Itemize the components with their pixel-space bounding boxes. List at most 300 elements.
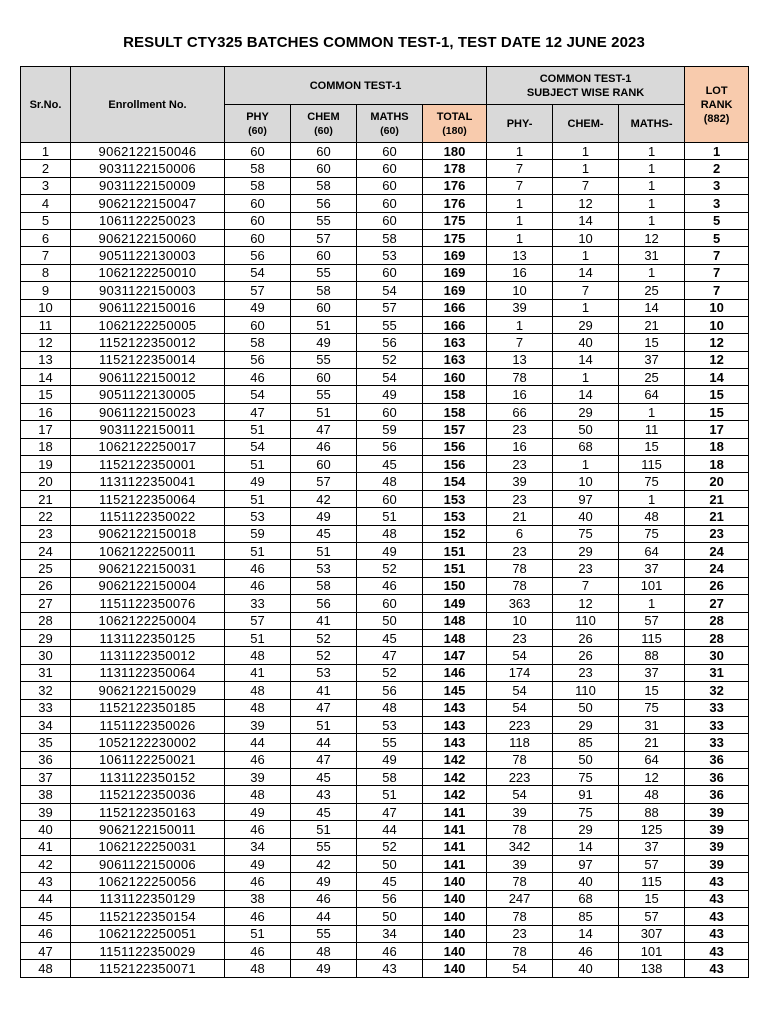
cell-enrollment: 9031122150011	[71, 421, 225, 438]
cell-total: 149	[423, 595, 487, 612]
cell-enrollment: 1152122350163	[71, 803, 225, 820]
cell-maths-rank: 115	[619, 456, 685, 473]
cell-maths-rank: 15	[619, 890, 685, 907]
cell-srno: 1	[21, 143, 71, 160]
cell-srno: 2	[21, 160, 71, 177]
cell-srno: 9	[21, 282, 71, 299]
cell-enrollment: 1061122250021	[71, 751, 225, 768]
cell-enrollment: 9051122130003	[71, 247, 225, 264]
cell-total: 142	[423, 769, 487, 786]
cell-phy-rank: 13	[487, 351, 553, 368]
cell-lot-rank: 24	[685, 542, 749, 559]
cell-srno: 3	[21, 177, 71, 194]
cell-phy: 33	[225, 595, 291, 612]
cell-chem: 57	[291, 473, 357, 490]
cell-phy-rank: 23	[487, 629, 553, 646]
cell-chem-rank: 110	[553, 682, 619, 699]
cell-chem: 56	[291, 195, 357, 212]
cell-phy-rank: 118	[487, 734, 553, 751]
cell-maths: 56	[357, 334, 423, 351]
cell-total: 160	[423, 369, 487, 386]
cell-chem: 49	[291, 960, 357, 977]
cell-chem: 55	[291, 212, 357, 229]
cell-srno: 22	[21, 508, 71, 525]
cell-srno: 4	[21, 195, 71, 212]
table-row	[21, 473, 749, 490]
cell-chem: 45	[291, 525, 357, 542]
cell-chem-rank: 26	[553, 629, 619, 646]
cell-chem-rank: 29	[553, 542, 619, 559]
cell-maths: 58	[357, 229, 423, 246]
cell-chem: 55	[291, 925, 357, 942]
cell-srno: 16	[21, 403, 71, 420]
cell-srno: 42	[21, 856, 71, 873]
cell-lot-rank: 43	[685, 942, 749, 959]
cell-maths-rank: 75	[619, 699, 685, 716]
cell-total: 176	[423, 177, 487, 194]
cell-total: 176	[423, 195, 487, 212]
cell-maths-rank: 12	[619, 769, 685, 786]
cell-maths-rank: 64	[619, 751, 685, 768]
cell-maths: 55	[357, 316, 423, 333]
cell-maths-rank: 138	[619, 960, 685, 977]
cell-phy: 51	[225, 456, 291, 473]
cell-maths-rank: 101	[619, 942, 685, 959]
table-row	[21, 456, 749, 473]
cell-srno: 6	[21, 229, 71, 246]
cell-phy-rank: 10	[487, 282, 553, 299]
cell-total: 169	[423, 282, 487, 299]
header-subject-rank-line2: SUBJECT WISE RANK	[526, 86, 645, 99]
cell-total: 150	[423, 577, 487, 594]
cell-chem: 43	[291, 786, 357, 803]
cell-lot-rank: 15	[685, 403, 749, 420]
cell-phy: 46	[225, 908, 291, 925]
cell-phy-rank: 23	[487, 542, 553, 559]
cell-maths: 52	[357, 351, 423, 368]
table-row	[21, 577, 749, 594]
cell-phy-rank: 1	[487, 212, 553, 229]
cell-lot-rank: 33	[685, 699, 749, 716]
cell-maths-rank: 25	[619, 282, 685, 299]
cell-maths-rank: 115	[619, 629, 685, 646]
header-maths-label: MATHS	[370, 110, 409, 123]
cell-enrollment: 1062122250004	[71, 612, 225, 629]
cell-total: 140	[423, 873, 487, 890]
cell-phy-rank: 39	[487, 856, 553, 873]
cell-maths: 60	[357, 264, 423, 281]
cell-maths: 49	[357, 386, 423, 403]
cell-chem: 58	[291, 177, 357, 194]
cell-phy: 54	[225, 386, 291, 403]
cell-maths: 59	[357, 421, 423, 438]
cell-chem: 47	[291, 421, 357, 438]
cell-srno: 37	[21, 769, 71, 786]
cell-enrollment: 1131122350152	[71, 769, 225, 786]
cell-srno: 34	[21, 716, 71, 733]
cell-phy-rank: 16	[487, 386, 553, 403]
cell-lot-rank: 12	[685, 334, 749, 351]
table-row	[21, 438, 749, 455]
cell-maths: 53	[357, 716, 423, 733]
cell-chem-rank: 29	[553, 403, 619, 420]
header-lot-rank	[685, 67, 749, 143]
cell-maths-rank: 48	[619, 508, 685, 525]
table-row	[21, 508, 749, 525]
cell-phy-rank: 78	[487, 369, 553, 386]
table-row	[21, 647, 749, 664]
cell-enrollment: 1152122350036	[71, 786, 225, 803]
cell-maths: 60	[357, 595, 423, 612]
cell-srno: 45	[21, 908, 71, 925]
cell-lot-rank: 18	[685, 438, 749, 455]
cell-chem-rank: 14	[553, 264, 619, 281]
cell-lot-rank: 14	[685, 369, 749, 386]
cell-maths: 49	[357, 751, 423, 768]
table-row	[21, 786, 749, 803]
cell-total: 140	[423, 925, 487, 942]
cell-phy: 60	[225, 143, 291, 160]
header-enrollment: Enrollment No.	[71, 67, 225, 143]
cell-maths-rank: 11	[619, 421, 685, 438]
cell-maths-rank: 1	[619, 595, 685, 612]
table-row	[21, 212, 749, 229]
cell-lot-rank: 15	[685, 386, 749, 403]
header-lot-line2: RANK	[700, 98, 733, 111]
cell-chem: 58	[291, 577, 357, 594]
header-lot-line3: (882)	[703, 112, 730, 125]
cell-total: 163	[423, 351, 487, 368]
cell-chem: 41	[291, 612, 357, 629]
cell-lot-rank: 3	[685, 195, 749, 212]
cell-total: 146	[423, 664, 487, 681]
cell-total: 140	[423, 890, 487, 907]
cell-chem: 53	[291, 664, 357, 681]
cell-maths-rank: 57	[619, 908, 685, 925]
cell-total: 175	[423, 229, 487, 246]
cell-chem: 46	[291, 890, 357, 907]
cell-chem-rank: 75	[553, 769, 619, 786]
table-row	[21, 143, 749, 160]
table-row	[21, 282, 749, 299]
table-row	[21, 856, 749, 873]
cell-phy-rank: 1	[487, 195, 553, 212]
cell-chem-rank: 85	[553, 734, 619, 751]
cell-phy-rank: 1	[487, 316, 553, 333]
cell-phy-rank: 23	[487, 456, 553, 473]
table-row	[21, 299, 749, 316]
cell-chem: 47	[291, 699, 357, 716]
cell-srno: 36	[21, 751, 71, 768]
table-row	[21, 838, 749, 855]
cell-maths: 54	[357, 282, 423, 299]
cell-lot-rank: 10	[685, 299, 749, 316]
cell-phy: 38	[225, 890, 291, 907]
cell-chem-rank: 14	[553, 212, 619, 229]
cell-maths: 60	[357, 177, 423, 194]
cell-total: 140	[423, 942, 487, 959]
cell-total: 148	[423, 629, 487, 646]
cell-phy-rank: 54	[487, 699, 553, 716]
page-title: RESULT CTY325 BATCHES COMMON TEST-1, TEST DATE 12 JUNE 2023	[123, 34, 645, 51]
header-phy-rank: PHY-	[487, 105, 553, 143]
cell-phy-rank: 10	[487, 612, 553, 629]
cell-lot-rank: 28	[685, 629, 749, 646]
cell-maths-rank: 75	[619, 473, 685, 490]
cell-chem: 45	[291, 803, 357, 820]
cell-phy: 41	[225, 664, 291, 681]
cell-chem: 56	[291, 595, 357, 612]
cell-enrollment: 1152122350001	[71, 456, 225, 473]
cell-lot-rank: 39	[685, 803, 749, 820]
cell-maths-rank: 57	[619, 856, 685, 873]
cell-chem-rank: 12	[553, 595, 619, 612]
cell-lot-rank: 7	[685, 264, 749, 281]
cell-phy: 46	[225, 821, 291, 838]
cell-lot-rank: 5	[685, 212, 749, 229]
cell-lot-rank: 43	[685, 890, 749, 907]
cell-phy: 51	[225, 490, 291, 507]
cell-phy: 51	[225, 421, 291, 438]
cell-chem-rank: 75	[553, 525, 619, 542]
cell-chem: 55	[291, 264, 357, 281]
table-row	[21, 490, 749, 507]
cell-maths: 50	[357, 856, 423, 873]
table-row	[21, 734, 749, 751]
cell-phy-rank: 21	[487, 508, 553, 525]
cell-total: 158	[423, 386, 487, 403]
header-total-max: (180)	[442, 124, 467, 137]
cell-enrollment: 1062122250031	[71, 838, 225, 855]
cell-maths: 43	[357, 960, 423, 977]
cell-enrollment: 9062122150047	[71, 195, 225, 212]
cell-srno: 32	[21, 682, 71, 699]
cell-srno: 23	[21, 525, 71, 542]
cell-enrollment: 1131122350041	[71, 473, 225, 490]
cell-lot-rank: 2	[685, 160, 749, 177]
cell-srno: 39	[21, 803, 71, 820]
cell-maths-rank: 37	[619, 351, 685, 368]
cell-phy: 49	[225, 299, 291, 316]
table-row	[21, 751, 749, 768]
cell-phy: 54	[225, 438, 291, 455]
cell-phy: 51	[225, 925, 291, 942]
cell-maths-rank: 37	[619, 560, 685, 577]
cell-srno: 40	[21, 821, 71, 838]
cell-maths: 58	[357, 769, 423, 786]
cell-total: 143	[423, 734, 487, 751]
cell-phy: 39	[225, 716, 291, 733]
cell-maths-rank: 1	[619, 177, 685, 194]
cell-enrollment: 9061122150016	[71, 299, 225, 316]
header-common-test: COMMON TEST-1	[225, 67, 487, 105]
cell-enrollment: 1062122250017	[71, 438, 225, 455]
cell-maths-rank: 115	[619, 873, 685, 890]
cell-phy-rank: 78	[487, 560, 553, 577]
table-row	[21, 369, 749, 386]
cell-maths-rank: 31	[619, 247, 685, 264]
cell-enrollment: 1131122350064	[71, 664, 225, 681]
cell-phy-rank: 66	[487, 403, 553, 420]
cell-enrollment: 1151122350022	[71, 508, 225, 525]
cell-enrollment: 9062122150011	[71, 821, 225, 838]
cell-maths: 48	[357, 699, 423, 716]
header-phy	[225, 105, 291, 143]
cell-enrollment: 9051122130005	[71, 386, 225, 403]
cell-enrollment: 9061122150023	[71, 403, 225, 420]
cell-maths-rank: 1	[619, 212, 685, 229]
cell-chem: 48	[291, 942, 357, 959]
cell-lot-rank: 12	[685, 351, 749, 368]
cell-enrollment: 1151122350076	[71, 595, 225, 612]
cell-srno: 19	[21, 456, 71, 473]
cell-chem: 51	[291, 403, 357, 420]
cell-phy-rank: 78	[487, 873, 553, 890]
header-total-label: TOTAL	[436, 110, 473, 123]
cell-maths: 47	[357, 803, 423, 820]
cell-chem: 51	[291, 821, 357, 838]
table-body	[21, 143, 749, 978]
cell-maths-rank: 125	[619, 821, 685, 838]
cell-total: 148	[423, 612, 487, 629]
cell-phy-rank: 54	[487, 682, 553, 699]
cell-srno: 48	[21, 960, 71, 977]
cell-chem-rank: 14	[553, 925, 619, 942]
table-row	[21, 664, 749, 681]
cell-srno: 14	[21, 369, 71, 386]
cell-maths: 34	[357, 925, 423, 942]
cell-lot-rank: 39	[685, 856, 749, 873]
cell-maths: 60	[357, 212, 423, 229]
cell-srno: 21	[21, 490, 71, 507]
cell-chem-rank: 50	[553, 421, 619, 438]
cell-srno: 31	[21, 664, 71, 681]
cell-lot-rank: 33	[685, 716, 749, 733]
cell-chem: 47	[291, 751, 357, 768]
cell-enrollment: 9031122150003	[71, 282, 225, 299]
cell-phy: 59	[225, 525, 291, 542]
cell-srno: 44	[21, 890, 71, 907]
cell-enrollment: 1151122350026	[71, 716, 225, 733]
cell-lot-rank: 30	[685, 647, 749, 664]
table-row	[21, 925, 749, 942]
cell-total: 152	[423, 525, 487, 542]
table-row	[21, 403, 749, 420]
cell-maths-rank: 57	[619, 612, 685, 629]
cell-maths: 60	[357, 403, 423, 420]
cell-chem: 41	[291, 682, 357, 699]
cell-srno: 26	[21, 577, 71, 594]
cell-chem-rank: 1	[553, 299, 619, 316]
table-row	[21, 890, 749, 907]
cell-chem-rank: 1	[553, 247, 619, 264]
cell-chem: 52	[291, 647, 357, 664]
cell-chem: 49	[291, 334, 357, 351]
cell-enrollment: 1152122350014	[71, 351, 225, 368]
cell-phy: 46	[225, 942, 291, 959]
cell-enrollment: 1131122350012	[71, 647, 225, 664]
cell-srno: 12	[21, 334, 71, 351]
cell-lot-rank: 43	[685, 908, 749, 925]
cell-maths-rank: 1	[619, 160, 685, 177]
cell-maths: 47	[357, 647, 423, 664]
cell-total: 166	[423, 299, 487, 316]
cell-phy: 58	[225, 334, 291, 351]
cell-chem: 46	[291, 438, 357, 455]
cell-lot-rank: 7	[685, 282, 749, 299]
cell-chem-rank: 26	[553, 647, 619, 664]
cell-chem-rank: 91	[553, 786, 619, 803]
cell-lot-rank: 5	[685, 229, 749, 246]
cell-phy: 60	[225, 316, 291, 333]
cell-srno: 20	[21, 473, 71, 490]
cell-phy-rank: 54	[487, 786, 553, 803]
cell-chem-rank: 14	[553, 351, 619, 368]
cell-chem-rank: 14	[553, 386, 619, 403]
header-phy-label: PHY	[246, 110, 269, 123]
cell-maths: 46	[357, 942, 423, 959]
cell-chem: 57	[291, 229, 357, 246]
cell-srno: 46	[21, 925, 71, 942]
cell-srno: 35	[21, 734, 71, 751]
cell-total: 153	[423, 490, 487, 507]
cell-phy: 60	[225, 229, 291, 246]
cell-chem: 60	[291, 299, 357, 316]
table-row	[21, 629, 749, 646]
cell-chem-rank: 46	[553, 942, 619, 959]
cell-phy-rank: 7	[487, 160, 553, 177]
table-row	[21, 247, 749, 264]
cell-phy: 48	[225, 682, 291, 699]
cell-chem-rank: 10	[553, 473, 619, 490]
table-row	[21, 595, 749, 612]
cell-chem: 60	[291, 456, 357, 473]
cell-maths: 60	[357, 490, 423, 507]
cell-maths: 52	[357, 664, 423, 681]
cell-enrollment: 1062122250051	[71, 925, 225, 942]
cell-enrollment: 9062122150060	[71, 229, 225, 246]
cell-phy: 56	[225, 351, 291, 368]
cell-lot-rank: 36	[685, 786, 749, 803]
cell-total: 151	[423, 542, 487, 559]
cell-srno: 7	[21, 247, 71, 264]
header-chem	[291, 105, 357, 143]
cell-chem-rank: 12	[553, 195, 619, 212]
cell-phy: 58	[225, 177, 291, 194]
cell-total: 153	[423, 508, 487, 525]
cell-chem-rank: 14	[553, 838, 619, 855]
cell-maths: 45	[357, 873, 423, 890]
cell-phy-rank: 16	[487, 264, 553, 281]
cell-phy-rank: 54	[487, 960, 553, 977]
cell-srno: 29	[21, 629, 71, 646]
table-row	[21, 908, 749, 925]
cell-maths: 45	[357, 456, 423, 473]
cell-srno: 15	[21, 386, 71, 403]
cell-srno: 18	[21, 438, 71, 455]
cell-chem: 49	[291, 873, 357, 890]
table-header	[21, 67, 749, 143]
table-row	[21, 177, 749, 194]
cell-maths-rank: 64	[619, 386, 685, 403]
cell-phy: 46	[225, 577, 291, 594]
cell-maths-rank: 64	[619, 542, 685, 559]
cell-total: 141	[423, 838, 487, 855]
cell-total: 140	[423, 908, 487, 925]
cell-maths-rank: 15	[619, 334, 685, 351]
cell-chem-rank: 23	[553, 664, 619, 681]
cell-lot-rank: 7	[685, 247, 749, 264]
